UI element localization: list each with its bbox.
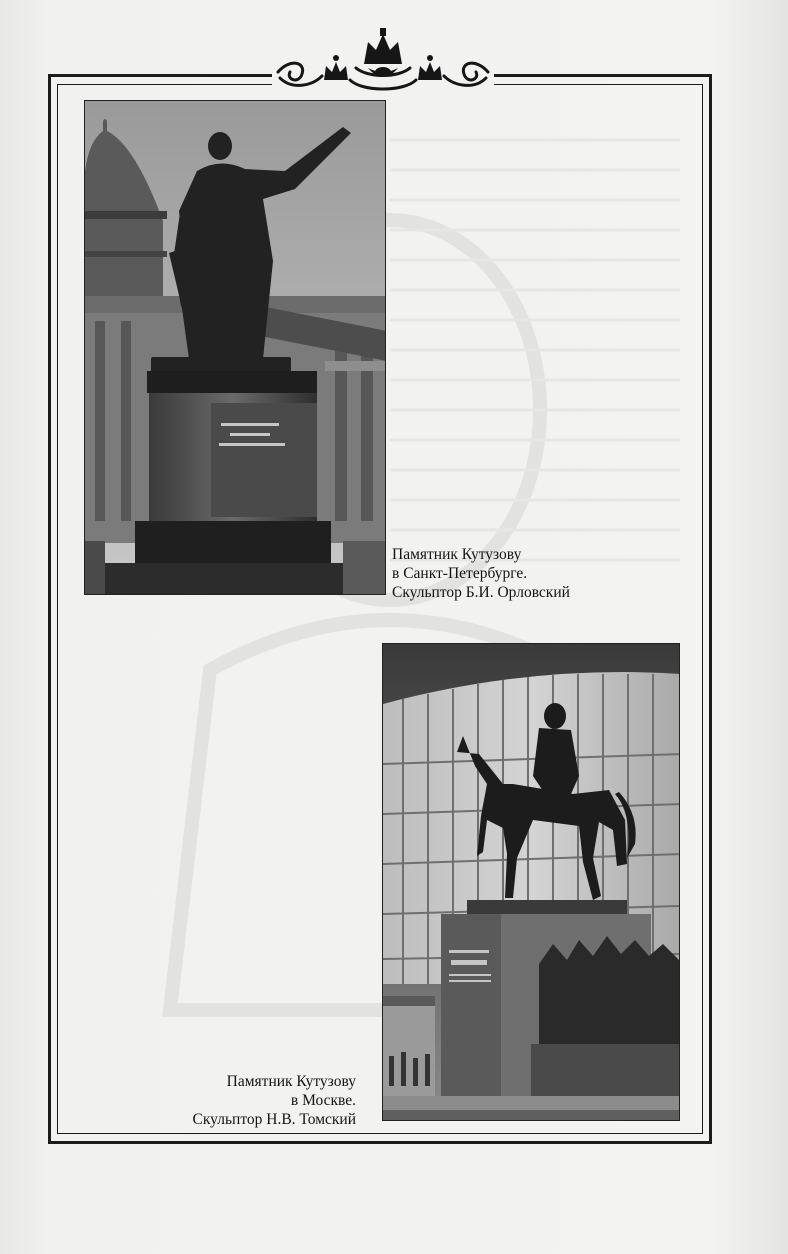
photo-kutuzov-monument-petersburg: [84, 100, 386, 595]
petersburg-photo-drawing: [85, 101, 386, 595]
photo-kutuzov-monument-moscow: [382, 643, 680, 1121]
caption-petersburg-line3: Скульптор Б.И. Орловский: [392, 584, 570, 601]
caption-moscow-line1: Памятник Кутузову: [226, 1073, 356, 1090]
caption-petersburg-line1: Памятник Кутузову: [392, 546, 522, 563]
caption-petersburg: [392, 545, 570, 602]
crown-ornament-icon: [272, 28, 494, 94]
caption-moscow-line2: в Москве.: [290, 1092, 356, 1109]
moscow-photo-drawing: [383, 644, 680, 1121]
caption-moscow: [150, 1072, 356, 1129]
caption-petersburg-line2: в Санкт-Петербурге.: [392, 565, 528, 582]
caption-moscow-line3: Скульптор Н.В. Томский: [192, 1111, 356, 1128]
